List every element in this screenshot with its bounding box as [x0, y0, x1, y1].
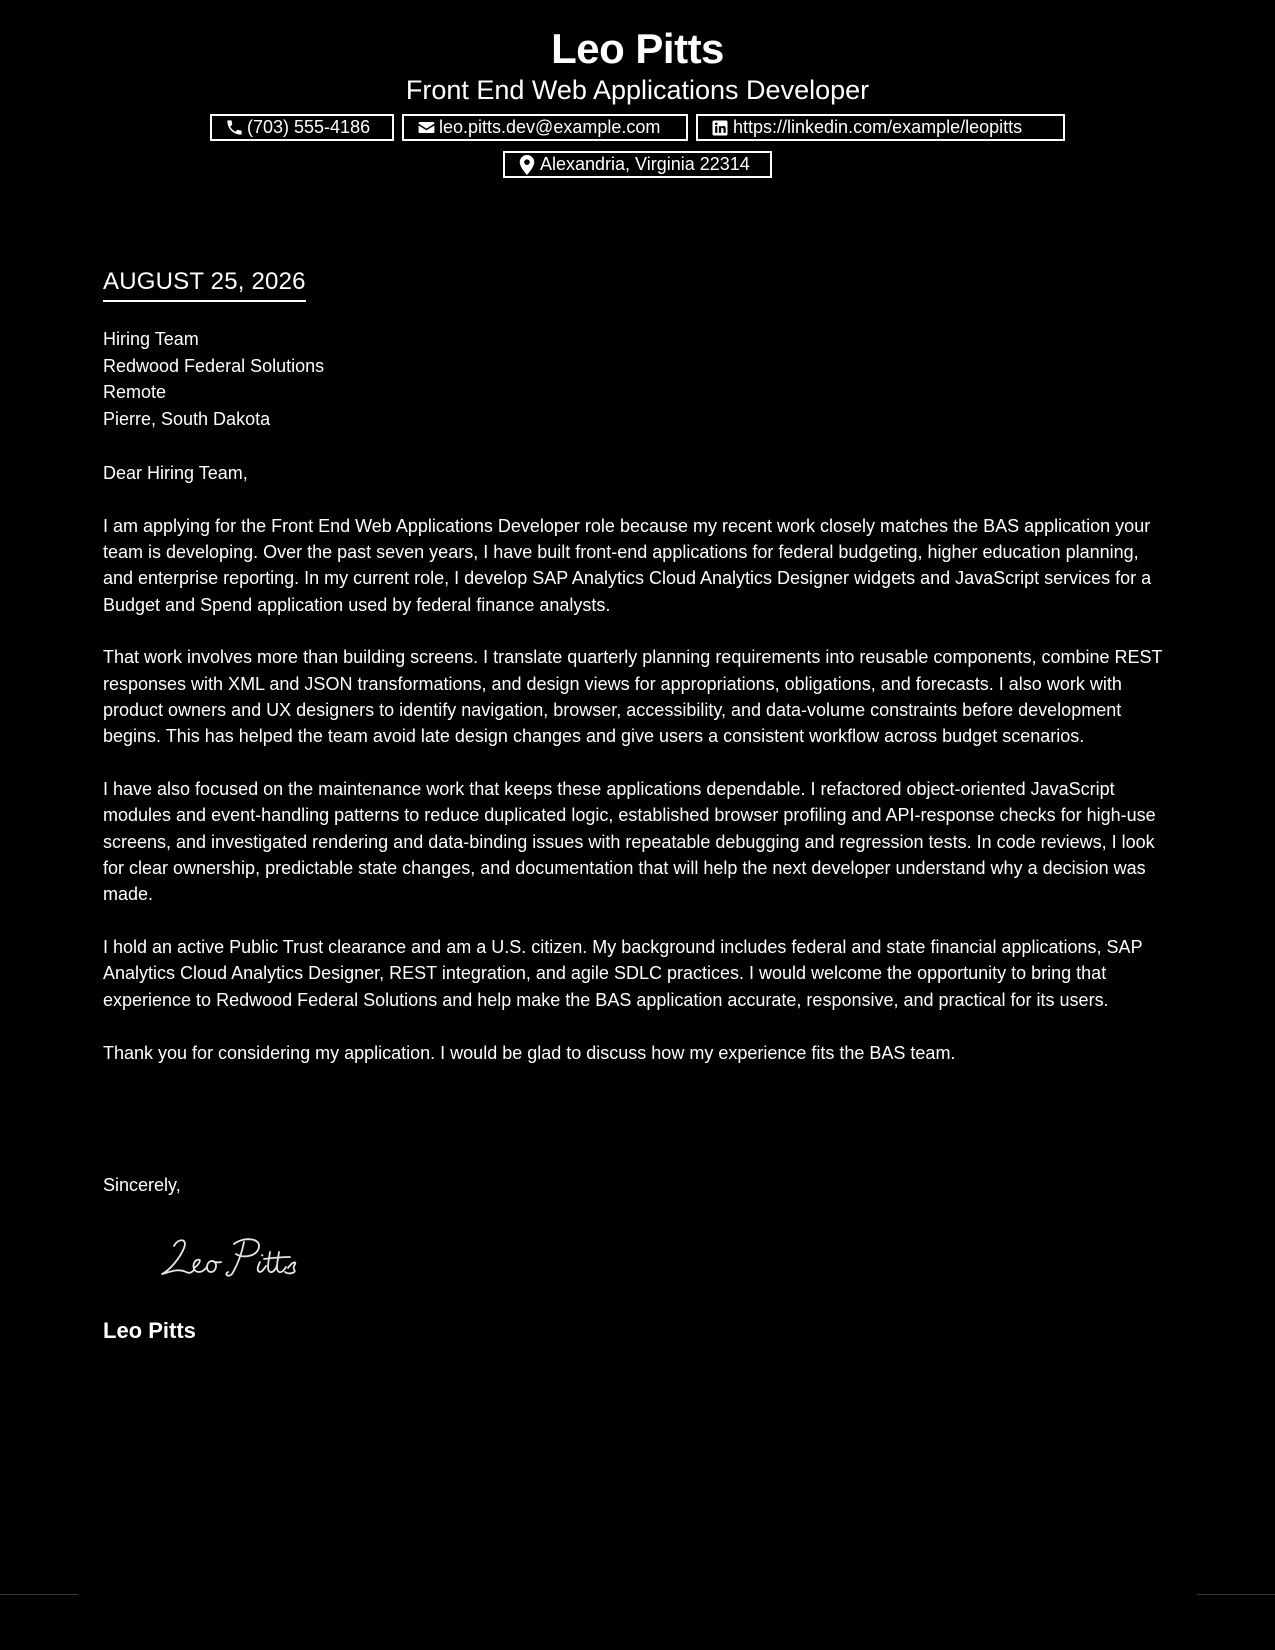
- email-chip[interactable]: [402, 114, 688, 141]
- recipient-location: Pierre, South Dakota: [103, 408, 271, 429]
- applicant-name: Leo Pitts: [551, 25, 724, 72]
- phone-text: (703) 555-4186: [247, 117, 371, 137]
- phone-icon: [224, 118, 244, 138]
- closing: Sincerely,: [103, 1175, 181, 1195]
- handwritten-signature: [152, 1228, 322, 1288]
- body-paragraph: Thank you for considering my application. I would be glad to discuss how my experience fits the BAS team.: [103, 1042, 956, 1063]
- recipient-line: Hiring Team: [103, 329, 199, 349]
- linkedin-chip[interactable]: [696, 114, 1065, 141]
- body-paragraph: That work involves more than building screens. I translate quarterly planning requirements into reusable components, combine REST responses with XML and JSON transformations, and design views for appropriations, obligations, and forecasts. I also work with product owners and UX designers to identify navigation, browser, accessibility, and data-volume constraints before development begins. This has helped the team avoid late design changes and give users a consistent workflow across budget scenarios.: [103, 647, 1163, 747]
- location-text: Alexandria, Virginia 22314: [540, 154, 750, 174]
- map-marker-icon: [517, 155, 537, 175]
- recipient-block: [103, 326, 324, 432]
- email-text: leo.pitts.dev@example.com: [439, 117, 661, 137]
- letter-date: AUGUST 25, 2026: [103, 266, 306, 302]
- body-paragraph: I hold an active Public Trust clearance and am a U.S. citizen. My background includes federal and state financial applications, SAP Analytics Cloud Analytics Designer, REST integration, and agile SDLC practices. I would welcome the opportunity to bring that experience to Redwood Federal Solutions and help make the BAS application accurate, responsive, and practical for its users.: [103, 937, 1143, 1010]
- contact-row-2: [0, 151, 1275, 178]
- envelope-icon: [416, 118, 436, 138]
- location-chip: [503, 151, 772, 178]
- recipient-line: Remote: [103, 382, 167, 402]
- footer-divider-left: [0, 1594, 78, 1595]
- linkedin-icon: [710, 118, 730, 138]
- signer-name: Leo Pitts: [103, 1318, 196, 1343]
- applicant-title: Front End Web Applications Developer: [405, 75, 870, 105]
- phone-chip[interactable]: [210, 114, 394, 141]
- contact-row: [0, 114, 1275, 141]
- linkedin-text: https://linkedin.com/example/leopitts: [733, 117, 1023, 137]
- letter-body: [103, 460, 1173, 1092]
- footer-divider-right: [1197, 1594, 1275, 1595]
- recipient-company: Redwood Federal Solutions: [103, 355, 325, 376]
- salutation: Dear Hiring Team,: [103, 463, 248, 483]
- body-paragraph: I am applying for the Front End Web Applications Developer role because my recent work closely matches the BAS application your team is developing. Over the past seven years, I have built front-end applications for federal budgeting, higher education planning, and enterprise reporting. In my current role, I develop SAP Analytics Cloud Analytics Designer widgets and JavaScript services for a Budget and Spend application used by federal finance analysts.: [103, 515, 1152, 615]
- body-paragraph: I have also focused on the maintenance work that keeps these applications dependable. I refactored object-oriented JavaScript modules and event-handling patterns to reduce duplicated logic, established browser profiling and API-response checks for high-use screens, and investigated rendering and data-binding issues with repeatable debugging and regression tests. In code reviews, I look for clear ownership, predictable state changes, and documentation that will help the next developer understand why a decision was made.: [103, 779, 1156, 905]
